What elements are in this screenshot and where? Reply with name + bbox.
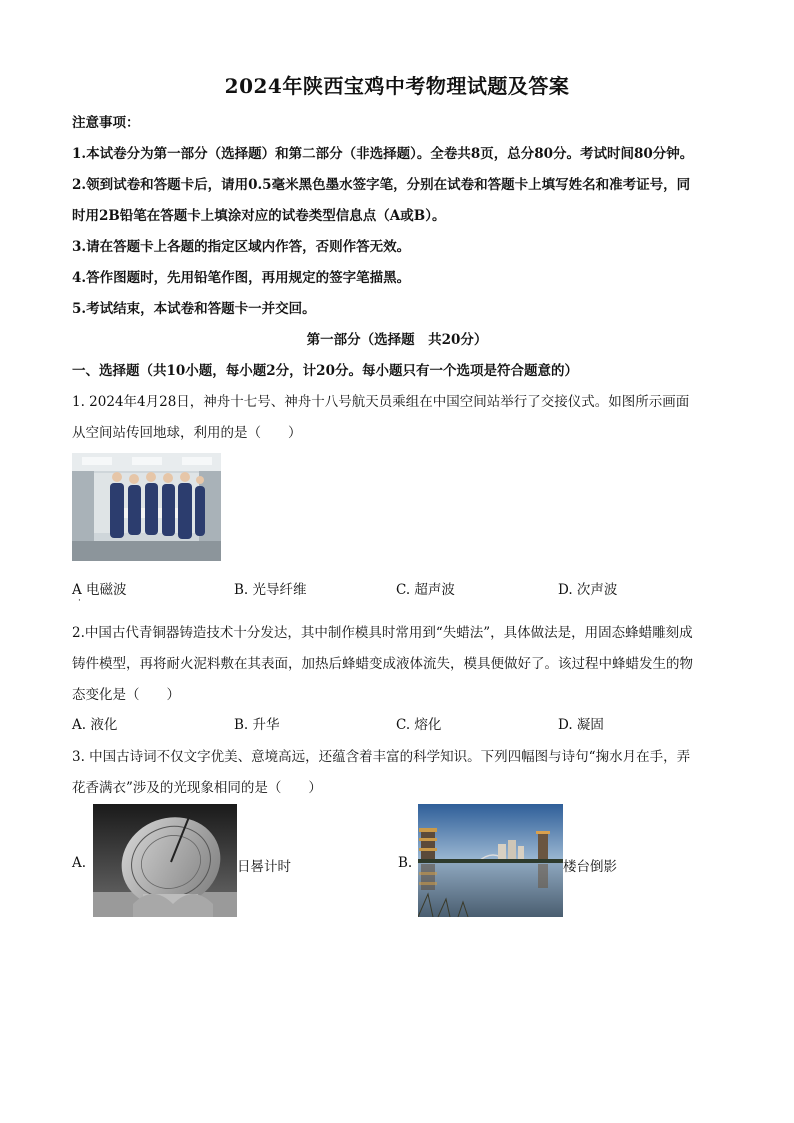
q3-option-a-caption: 日晷计时 [237, 859, 291, 875]
q3-sundial-photo [93, 804, 237, 917]
notice-item-1: 1.本试卷分为第一部分（选择题）和第二部分（非选择题）。全卷共8页，总分80分。考试时间80分钟。 [72, 146, 694, 162]
q2-line-2: 铸件模型，再将耐火泥料敷在其表面，加热后蜂蜡变成液体流失，模具便做好了。该过程中蜂蜡发生的物 [72, 656, 693, 672]
q2-option-d[interactable]: D. 凝固 [558, 717, 604, 733]
q1-option-a[interactable]: A 电磁波 [72, 582, 127, 598]
notice-heading: 注意事项： [72, 115, 140, 131]
q3-line-2: 花香满衣”涉及的光现象相同的是（ ） [72, 780, 322, 796]
notice-item-2-cont: 时用2B铅笔在答题卡上填涂对应的试卷类型信息点（A或B）。 [72, 208, 446, 224]
q1-option-b[interactable]: B. 光导纤维 [234, 582, 307, 598]
q1-line-2: 从空间站传回地球，利用的是（ ） [72, 425, 302, 441]
q2-option-a[interactable]: A. 液化 [72, 717, 118, 733]
q1-line-1: 1. 2024年4月28日，神舟十七号、神舟十八号航天员乘组在中国空间站举行了交接仪式。如图所示画面 [72, 394, 690, 410]
q2-line-3: 态变化是（ ） [72, 687, 180, 703]
q1-space-station-photo [72, 453, 221, 561]
stray-dot: · [78, 596, 81, 606]
section-heading: 一、选择题（共10小题，每小题2分，计20分。每小题只有一个选项是符合题意的） [72, 363, 578, 379]
sundial-image [93, 804, 237, 917]
q2-line-1: 2.中国古代青铜器铸造技术十分发达，其中制作模具时常用到“失蜡法”，具体做法是，用固态蜂蜡雕刻成 [72, 625, 693, 641]
notice-item-5: 5.考试结束，本试卷和答题卡一并交回。 [72, 301, 316, 317]
q1-option-d[interactable]: D. 次声波 [558, 582, 618, 598]
q1-option-c[interactable]: C. 超声波 [396, 582, 455, 598]
q2-option-c[interactable]: C. 熔化 [396, 717, 442, 733]
space-station-image [72, 453, 221, 561]
part1-heading: 第一部分（选择题 共20分） [306, 332, 488, 348]
q3-option-b-letter[interactable]: B. [398, 855, 413, 871]
q3-option-b-caption: 楼台倒影 [563, 859, 617, 875]
q3-reflection-photo [418, 804, 563, 917]
notice-item-2: 2.领到试卷和答题卡后，请用0.5毫米黑色墨水签字笔，分别在试卷和答题卡上填写姓名和准考证号，同 [72, 177, 691, 193]
q3-line-1: 3. 中国古诗词不仅文字优美、意境高远，还蕴含着丰富的科学知识。下列四幅图与诗句“掬水月在手，弄 [72, 749, 691, 765]
notice-item-4: 4.答作图题时，先用铅笔作图，再用规定的签字笔描黑。 [72, 270, 411, 286]
tower-reflection-image [418, 804, 563, 917]
q3-option-a-letter[interactable]: A. [72, 855, 87, 871]
q2-option-b[interactable]: B. 升华 [234, 717, 280, 733]
page-title: 2024年陕西宝鸡中考物理试题及答案 [224, 74, 570, 98]
notice-item-3: 3.请在答题卡上各题的指定区域内作答，否则作答无效。 [72, 239, 411, 255]
